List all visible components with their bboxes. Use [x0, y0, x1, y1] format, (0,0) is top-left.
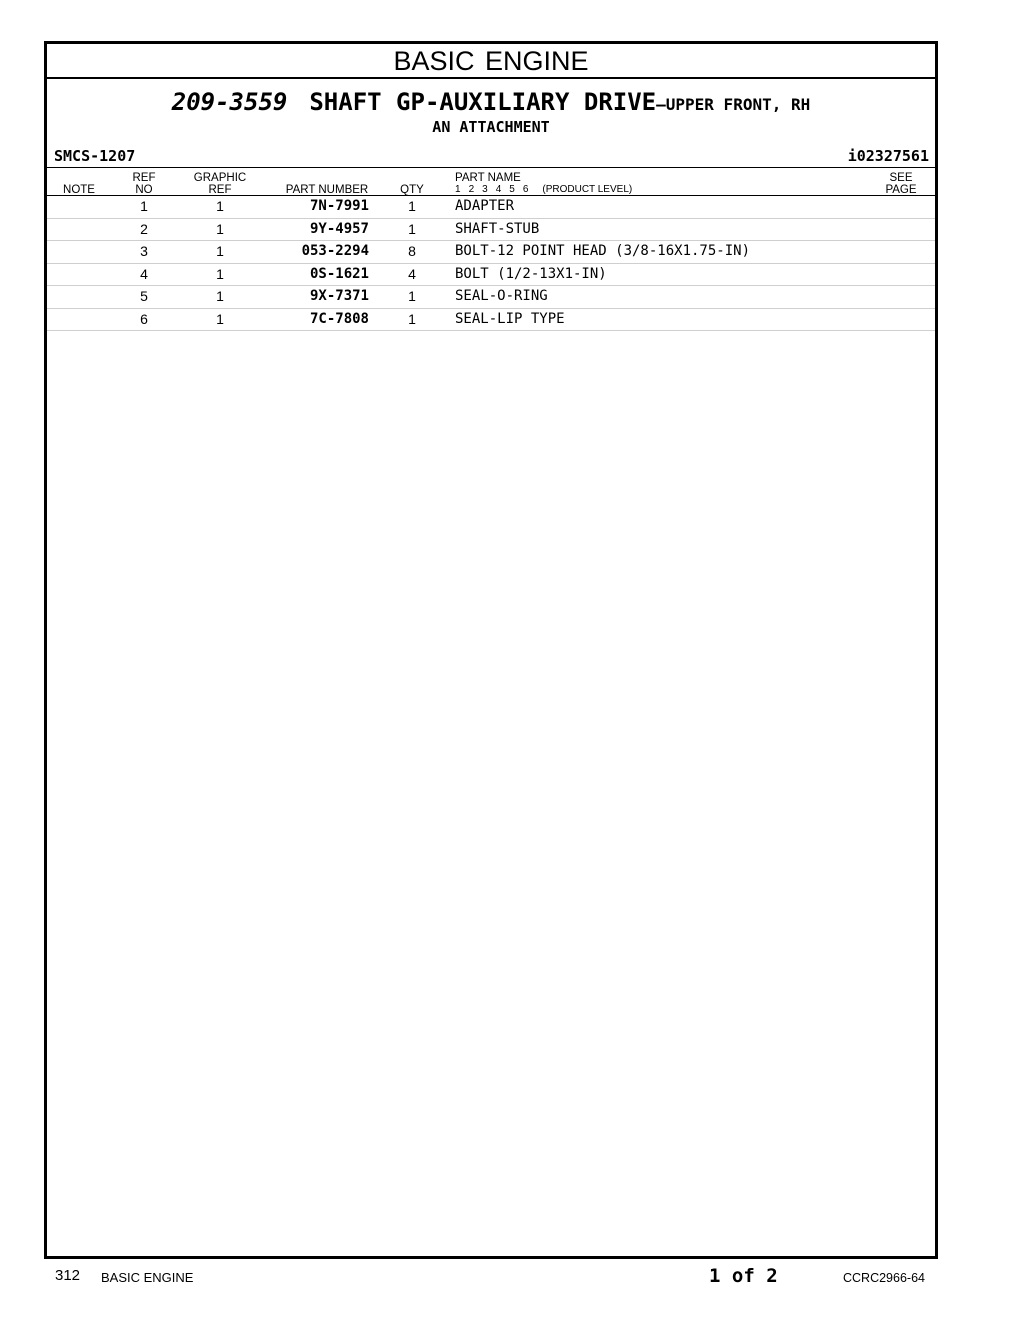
- document-code: CCRC2966-64: [843, 1271, 925, 1285]
- part-name: SEAL-LIP TYPE: [455, 310, 565, 327]
- part-number: 7C-7808: [309, 310, 369, 327]
- parts-page-frame: [44, 41, 938, 1259]
- product-level-header: 1 2 3 4 5 6 (PRODUCT LEVEL): [455, 184, 633, 195]
- section-title: BASIC ENGINE: [47, 44, 935, 79]
- part-name: SHAFT-STUB: [455, 220, 540, 237]
- column-header-part-number: PART NUMBER: [285, 184, 369, 196]
- part-name: ADAPTER: [455, 198, 515, 214]
- part-number: 053-2294: [301, 243, 369, 259]
- smcs-code: SMCS-1207: [54, 147, 136, 165]
- column-header-ref-no: REF NO: [132, 172, 156, 196]
- column-header-note: NOTE: [63, 184, 95, 196]
- column-header-qty: QTY: [400, 184, 424, 196]
- document-id: i02327561: [847, 147, 929, 165]
- part-number: 9Y-4957: [309, 220, 369, 237]
- table-row: 4 1 0S-1621 4 BOLT (1/2-13X1-IN): [47, 264, 935, 287]
- column-header-part-name: PART NAME: [455, 172, 521, 184]
- part-group-number: 209-3559: [171, 88, 288, 116]
- page-number: 312: [55, 1267, 81, 1284]
- table-row: 1 1 7N-7991 1 ADAPTER: [47, 196, 935, 219]
- parts-table: [47, 196, 935, 331]
- part-group-title: [47, 88, 935, 116]
- part-number: 0S-1621: [309, 265, 369, 282]
- column-header-see-page: SEE PAGE: [885, 172, 917, 196]
- part-group-subname: —UPPER FRONT, RH: [656, 95, 811, 114]
- table-row: 2 1 9Y-4957 1 SHAFT-STUB: [47, 219, 935, 242]
- sheet-indicator: 1 of 2: [709, 1265, 778, 1287]
- header-divider: [47, 167, 935, 168]
- table-row: 6 1 7C-7808 1 SEAL-LIP TYPE: [47, 309, 935, 332]
- table-row: 5 1 9X-7371 1 SEAL-O-RING: [47, 286, 935, 309]
- part-number: 9X-7371: [309, 288, 369, 304]
- part-name: SEAL-O-RING: [455, 288, 548, 304]
- part-name: BOLT-12 POINT HEAD (3/8-16X1.75-IN): [455, 243, 751, 259]
- attachment-label: AN ATTACHMENT: [432, 118, 550, 136]
- part-number: 7N-7991: [309, 198, 369, 214]
- part-group-name: SHAFT GP-AUXILIARY DRIVE: [309, 88, 657, 116]
- footer-section-title: BASIC ENGINE: [101, 1270, 194, 1285]
- part-name: BOLT (1/2-13X1-IN): [455, 265, 607, 282]
- column-header-graphic-ref: GRAPHIC REF: [193, 172, 247, 196]
- table-row: 3 1 053-2294 8 BOLT-12 POINT HEAD (3/8-16X1.75-IN): [47, 241, 935, 264]
